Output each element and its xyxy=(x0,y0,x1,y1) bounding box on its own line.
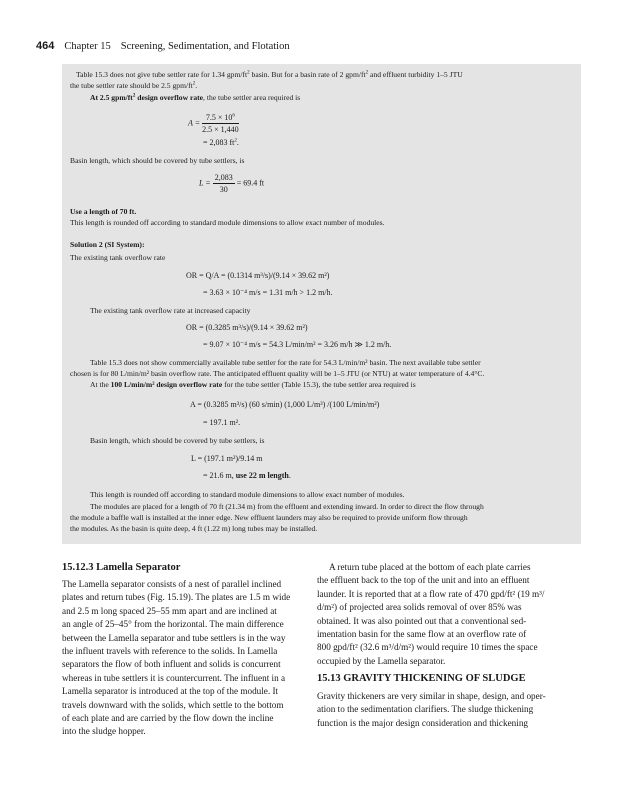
equation-or-existing-result: = 3.63 × 10⁻⁴ m/s = 1.31 m/h > 1.2 m/h. xyxy=(203,288,333,297)
running-header xyxy=(36,40,290,52)
equation-area-si-result: = 197.1 m². xyxy=(203,418,241,427)
page-number: 464 xyxy=(36,40,55,52)
equation-length-si: L = (197.1 m²)/9.14 m xyxy=(191,454,263,463)
box-p6: The existing tank overflow rate xyxy=(70,253,166,262)
left-column-text: The Lamella separator consists of a nest of parallel inclined plates and return tubes (Fig. 15.19). The plates are 1.5 m wide and 2.5 m long spaced 25–55 mm apart and are inclined at an angle of 25–45° from the horizontal. The main difference between the Lamella separator and tube settlers is in the way the influent travels with reference to the solids. In Lamella separators the flow of both influent and solids is concurrent whereas in tube settlers it is countercurrent. The influent in a Lamella separator is introduced at the top of the module. It travels downward with the solids, which settle to the bottom of each plate and are carried by the flow down the incline into the sludge hopper. xyxy=(62,579,291,737)
box-p1-line2: the tube settler rate should be 2.5 gpm/$ft^2$. xyxy=(70,81,198,90)
equation-or-increased: OR = (0.3285 m³/s)/(9.14 × 39.62 m²) xyxy=(186,323,308,332)
equation-or-increased-result: = 9.07 × 10⁻⁴ m/s = 54.3 L/min/m² = 3.26 m/h ≫ 1.2 m/h. xyxy=(203,340,392,349)
section-heading-lamella: 15.12.3 Lamella Separator xyxy=(62,562,181,573)
box-p8-line2: chosen is for 80 L/min/m² basin overflow rate. The anticipated effluent quality will be 1–5 JTU (or NTU) at water temperature of 4.4°C. xyxy=(70,369,485,378)
equation-length-si-result: = 21.6 m, use 22 m length. xyxy=(203,471,291,480)
box-p10: Basin length, which should be covered by tube settlers, is xyxy=(90,436,265,445)
right-column-text: A return tube placed at the bottom of each plate carries the effluent back to the top of the unit and into an effluent launder. It is reported that at a flow rate of 470 gpd/ft² (19 m³/ d/m²) of projected area solids removal of over 85% was obtained. It was also pointed out that a conventional sed- imentation basin for the same flow at an overflow rate of 800 gpd/ft² (32.6 m³/d/m²) would require 10 times the space occupied by the Lamella separator. xyxy=(317,562,545,666)
box-p11: This length is rounded off according to standard module dimensions to allow exact number of modules. xyxy=(90,490,405,499)
equation-area-us: A = $\frac{7.5 \times 10^6}{2.5 \times 1,440}$ xyxy=(188,113,239,134)
box-p12-line1: The modules are placed for a length of 70 ft (21.34 m) from the effluent and extending inward. In order to direct the flow through xyxy=(90,502,484,511)
section-heading-gravity-thickening: 15.13 GRAVITY THICKENING OF SLUDGE xyxy=(317,673,526,684)
box-p3: Basin length, which should be covered by tube settlers, is xyxy=(70,156,245,165)
box-p9: At the 100 L/min/m² design overflow rate for the tube settler (Table 15.3), the tube settler area required is xyxy=(90,380,416,389)
box-p7: The existing tank overflow rate at increased capacity xyxy=(90,306,251,315)
box-p5: This length is rounded off according to standard module dimensions to allow exact number of modules. xyxy=(70,218,385,227)
chapter-title: Screening, Sedimentation, and Flotation xyxy=(120,41,290,52)
equation-length-us: L = $\frac{2,083}{30}$ = 69.4 ft xyxy=(199,173,265,194)
box-p12-line3: the modules. As the basin is quite deep, 4 ft (1.22 m) long tubes may be installed. xyxy=(70,524,318,533)
box-p12-line2: the module a baffle wall is installed at the inner edge. New effluent launders may also be required to provide uniform flow through xyxy=(70,513,468,522)
solution-2-heading: Solution 2 (SI System): xyxy=(70,240,145,249)
box-p2: At 2.5 gpm/$ft^2$ design overflow rate, the tube settler area required is xyxy=(90,93,301,102)
equation-area-us-result: = 2,083 $ft^2$. xyxy=(203,138,239,147)
right-column-text-2: Gravity thickeners are very similar in shape, design, and oper- ation to the sedimentation clarifiers. The sludge thickening function is the major design consideration and thickening xyxy=(317,691,546,728)
equation-area-si: A = (0.3285 m³/s) (60 s/min) (1,000 L/m³) /(100 L/min/m²) xyxy=(190,400,380,409)
box-p4: Use a length of 70 ft. xyxy=(70,207,137,216)
box-p1-line1: Table 15.3 does not give tube settler rate for 1.34 gpm/$ft^2$ basin. But for a basin rate of 2 gpm/$ft^2$ and effluent turbidity 1–5 JTU xyxy=(76,70,463,79)
example-solution-box xyxy=(62,64,581,544)
box-p8-line1: Table 15.3 does not show commercially available tube settler for the rate for 54.3 L/min/m² basin. The next available tube settler xyxy=(90,358,481,367)
equation-or-existing: OR = Q/A = (0.1314 m³/s)/(9.14 × 39.62 m²) xyxy=(186,271,330,280)
chapter-label: Chapter 15 xyxy=(64,41,111,52)
